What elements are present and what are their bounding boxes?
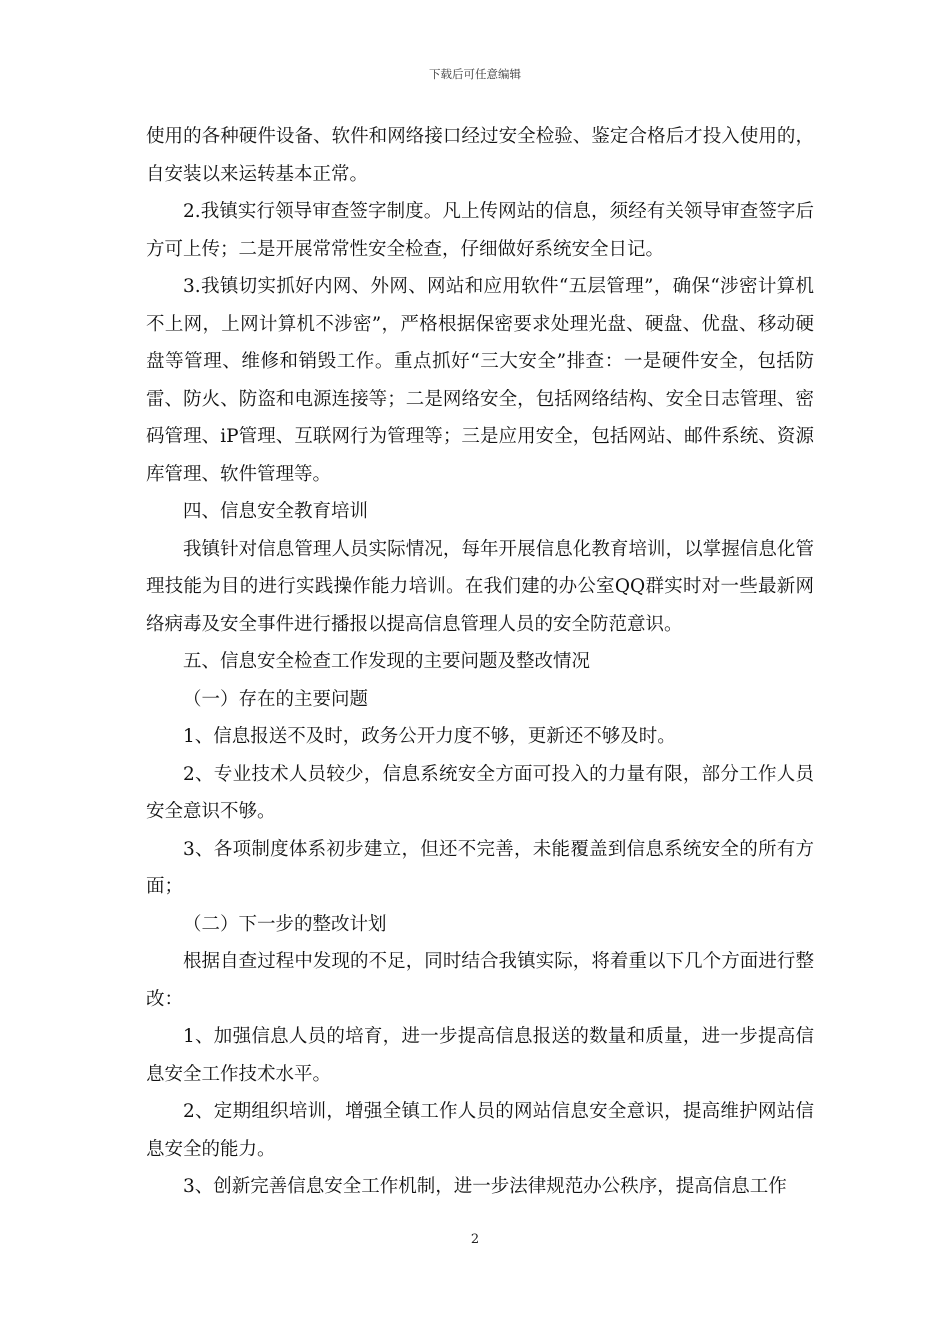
paragraph: 2.我镇实行领导审查签字制度。凡上传网站的信息，须经有关领导审查签字后方可上传；二是开展常常性安全检查，仔细做好系统安全日记。 bbox=[146, 201, 814, 260]
section-heading: 五、信息安全检查工作发现的主要问题及整改情况 bbox=[183, 651, 591, 672]
page-header: 下载后可任意编辑 bbox=[429, 67, 521, 81]
list-item: 2、专业技术人员较少，信息系统安全方面可投入的力量有限，部分工作人员安全意识不够。 bbox=[146, 763, 814, 822]
list-item: 3、各项制度体系初步建立，但还不完善，未能覆盖到信息系统安全的所有方面； bbox=[146, 838, 814, 897]
list-item: 2、定期组织培训，增强全镇工作人员的网站信息安全意识，提高维护网站信息安全的能力。 bbox=[146, 1101, 814, 1160]
paragraph: 根据自查过程中发现的不足，同时结合我镇实际，将着重以下几个方面进行整改： bbox=[146, 951, 814, 1010]
subsection-heading: （一）存在的主要问题 bbox=[183, 688, 369, 710]
list-item: 1、加强信息人员的培育，进一步提高信息报送的数量和质量，进一步提高信息安全工作技术水平。 bbox=[146, 1026, 814, 1085]
section-heading: 四、信息安全教育培训 bbox=[183, 501, 369, 522]
paragraph: 使用的各种硬件设备、软件和网络接口经过安全检验、鉴定合格后才投入使用的，自安装以来运转基本正常。 bbox=[146, 126, 814, 185]
list-item: 1、信息报送不及时，政务公开力度不够，更新还不够及时。 bbox=[183, 726, 676, 747]
subsection-heading: （二）下一步的整改计划 bbox=[183, 913, 387, 935]
paragraph: 3.我镇切实抓好内网、外网、网站和应用软件“五层管理”，确保“涉密计算机不上网，上网计算机不涉密”，严格根据保密要求处理光盘、硬盘、优盘、移动硬盘等管理、维修和销毁工作。重点抓好“三大安全”排查：一是硬件安全，包括防雷、防火、防盗和电源连接等；二是网络安全，包括网络结构、安全日志管理、密码管理、iP管理、互联网行为管理等；三是应用安全，包括网站、邮件系统、资源库管理、软件管理等。 bbox=[146, 276, 814, 485]
paragraph: 我镇针对信息管理人员实际情况，每年开展信息化教育培训，以掌握信息化管理技能为目的进行实践操作能力培训。在我们建的办公室QQ群实时对一些最新网络病毒及安全事件进行播报以提高信息管理人员的安全防范意识。 bbox=[146, 538, 814, 635]
page-number: 2 bbox=[470, 1232, 480, 1247]
document-body bbox=[146, 118, 814, 1206]
list-item: 3、创新完善信息安全工作机制，进一步法律规范办公秩序，提高信息工作 bbox=[183, 1176, 787, 1197]
